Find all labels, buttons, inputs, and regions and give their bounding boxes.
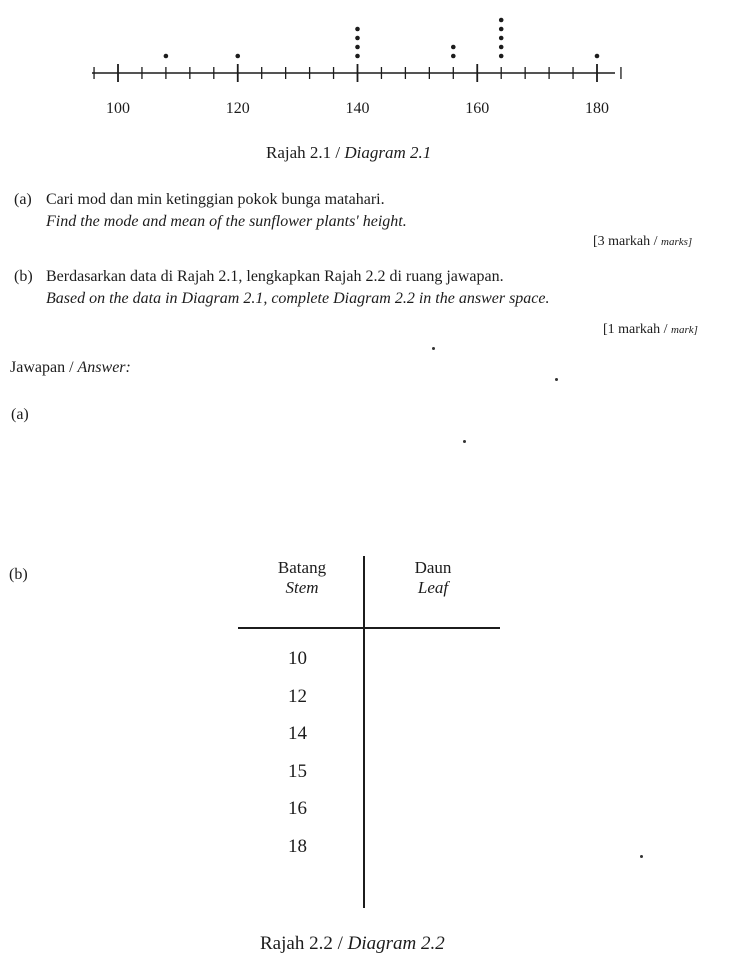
scan-speck — [640, 855, 643, 858]
diagram-2-1-caption-english: Diagram 2.1 — [344, 143, 432, 162]
scan-speck — [463, 440, 466, 443]
data-dot — [355, 36, 360, 41]
data-dot — [499, 45, 504, 50]
data-dot — [451, 54, 456, 59]
question-a-label: (a) — [14, 191, 32, 208]
diagram-2-2-caption-english: Diagram 2.2 — [347, 933, 445, 954]
question-a-english: Find the mode and mean of the sunflower plants' height. — [46, 213, 407, 230]
dot-plot — [0, 0, 741, 125]
scan-speck — [555, 378, 558, 381]
leaf-header-english: Leaf — [417, 578, 449, 597]
question-b-malay: Berdasarkan data di Rajah 2.1, lengkapkan Rajah 2.2 di ruang jawapan. — [46, 268, 504, 285]
diagram-2-2-caption-malay: Rajah 2.2 / — [260, 933, 348, 954]
data-dot — [499, 18, 504, 23]
stem-header-malay: Batang — [277, 558, 327, 577]
stem-value: 18 — [288, 835, 307, 857]
stem-value: 16 — [288, 798, 307, 819]
leaf-header-malay: Daun — [414, 558, 452, 577]
question-a-marks-english: marks] — [661, 236, 693, 248]
question-b-marks-english: mark] — [671, 324, 698, 336]
diagram-2-1-caption-malay: Rajah 2.1 / — [266, 143, 345, 162]
leaf-header — [393, 558, 473, 598]
stem-leaf-header-rule — [238, 627, 500, 629]
answer-heading-malay: Jawapan / — [10, 359, 78, 376]
tick-label: 140 — [345, 100, 370, 117]
stem-value: 12 — [288, 685, 307, 707]
data-dot — [355, 54, 360, 59]
dot-plot-axis — [92, 64, 621, 82]
question-b-marks-malay: [1 markah / — [603, 322, 672, 337]
stem-header-english: Stem — [285, 578, 319, 597]
tick-label: 160 — [465, 100, 490, 117]
data-dot — [235, 54, 240, 59]
answer-heading — [10, 359, 131, 377]
dot-plot-tick-labels — [106, 100, 609, 117]
data-dot — [499, 54, 504, 59]
data-dot — [499, 27, 504, 32]
stem-leaf-divider — [363, 556, 365, 908]
diagram-2-2-caption — [260, 933, 445, 955]
question-a-malay: Cari mod dan min ketinggian pokok bunga matahari. — [46, 191, 385, 208]
stem-value: 14 — [288, 723, 307, 744]
answer-b-label: (b) — [9, 566, 28, 583]
answer-heading-english: Answer: — [77, 359, 131, 376]
answer-a-label: (a) — [11, 406, 29, 423]
stem-value: 10 — [288, 648, 307, 669]
data-dot — [595, 54, 600, 59]
tick-label: 120 — [225, 100, 250, 117]
data-dot — [499, 36, 504, 41]
tick-label: 100 — [106, 100, 130, 117]
data-dot — [355, 45, 360, 50]
data-dot — [355, 27, 360, 32]
question-b-english: Based on the data in Diagram 2.1, complete Diagram 2.2 in the answer space. — [46, 290, 550, 307]
stem-header — [262, 558, 342, 598]
tick-label: 180 — [585, 100, 609, 117]
question-a-marks-malay: [3 markah / — [593, 234, 662, 249]
data-dot — [451, 45, 456, 50]
stem-value: 15 — [288, 760, 307, 782]
question-b-marks — [603, 322, 698, 338]
question-a-marks — [593, 234, 692, 250]
dot-plot-points — [164, 18, 600, 59]
scan-speck — [432, 347, 435, 350]
diagram-2-1-caption — [266, 143, 431, 163]
data-dot — [164, 54, 169, 59]
question-b-label: (b) — [14, 268, 33, 285]
